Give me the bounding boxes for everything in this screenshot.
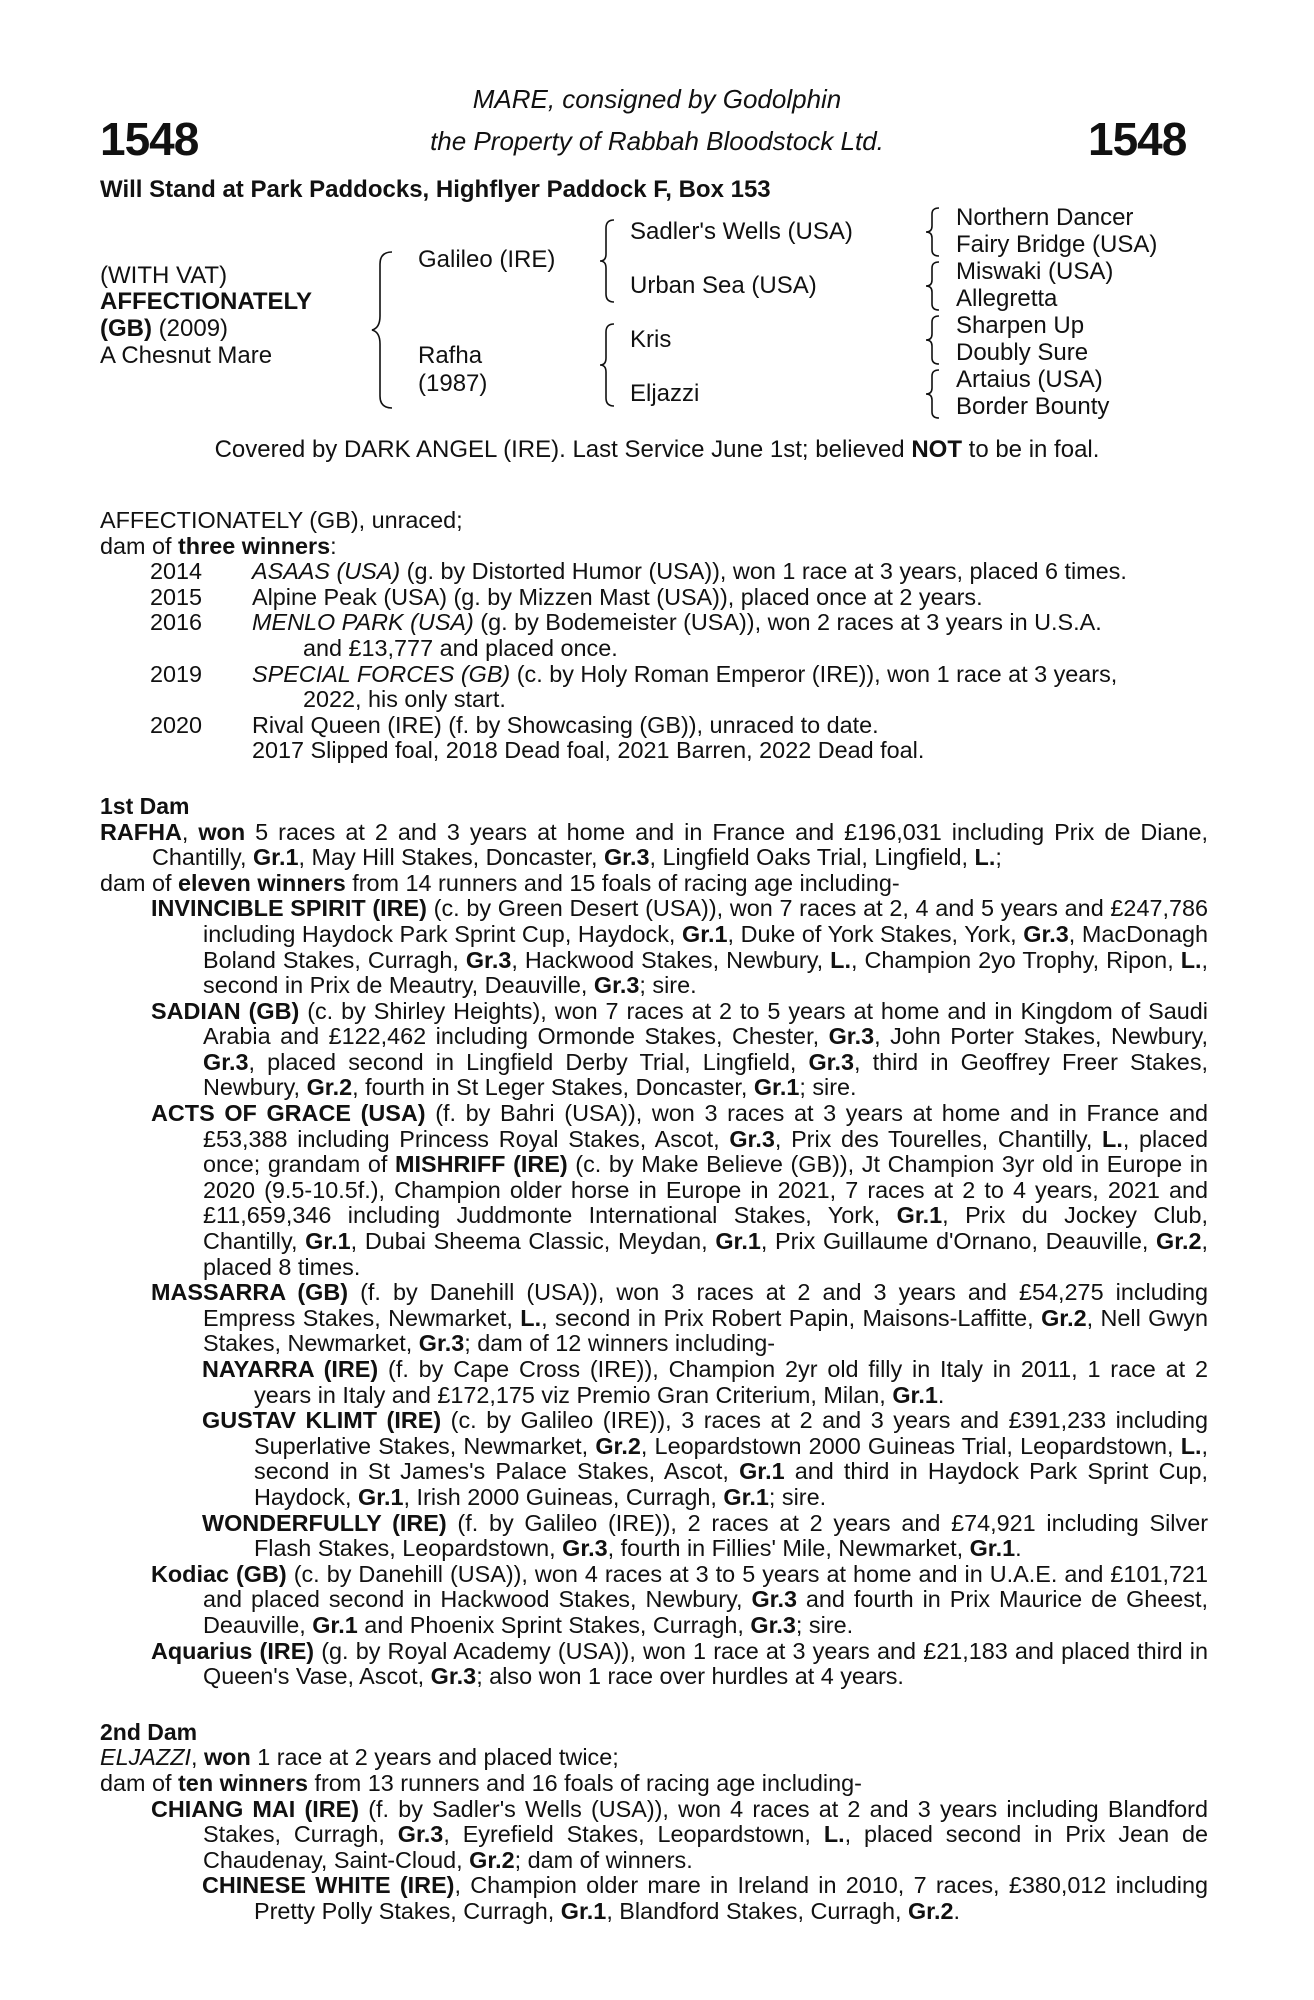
- second-dam-paragraph: ELJAZZI, won 1 race at 2 years and placed twice;: [100, 1744, 619, 1771]
- consign-line-1: MARE, consigned by Godolphin: [472, 84, 842, 114]
- lot-number-right: 1548: [1088, 113, 1187, 165]
- mare-dam-of: [100, 534, 1208, 560]
- dam-text: from 14 runners and 15 foals of racing age including-: [345, 869, 900, 896]
- dam-of-label: dam of: [100, 532, 179, 559]
- dam-text: , Lingfield Oaks Trial, Lingfield,: [649, 844, 975, 871]
- produce-text: (c. by Holy Roman Emperor (IRE)), won 1 race at 3 years,: [510, 660, 1118, 687]
- produce-row: [100, 610, 1208, 661]
- horse-suffix-line: [100, 315, 228, 343]
- lot-number-left: 1548: [100, 113, 199, 165]
- produce-entry: CHINESE WHITE (IRE), Champion older mare in Ireland in 2010, 7 races, £380,012 including Pretty Polly Stakes, Curragh, Gr.1, Blandford Stakes, Curragh, Gr.2.: [202, 1872, 1208, 1924]
- produce-year: 2019: [150, 660, 203, 687]
- sire-brace-icon: [598, 218, 618, 304]
- catalogue-body: [100, 508, 1208, 1924]
- first-dam-heading: 1st Dam: [100, 792, 190, 819]
- vat-note: (WITH VAT): [100, 262, 228, 289]
- covering-note: [0, 436, 1314, 464]
- produce-name: MENLO PARK (USA): [252, 609, 474, 636]
- brace-sd-icon: [925, 260, 947, 312]
- dam-of-label: dam of: [100, 1769, 179, 1796]
- won-label: won: [198, 818, 246, 845]
- mare-intro: AFFECTIONATELY (GB), unraced;: [100, 507, 463, 533]
- first-dam-name: RAFHA: [100, 818, 182, 845]
- grade: Gr.1: [252, 844, 299, 871]
- produce-entry: ACTS OF GRACE (USA) (f. by Bahri (USA)), won 3 races at 3 years at home and in France and £53,388 including Princess Royal Stakes, Ascot, Gr.3, Prix des Tourelles, Chantilly, L., placed once; grandam of MISHRIFF (IRE) (c. by Make Believe (GB)), Jt Champion 3yr old in Europe in 2020 (9.5-10.5f.), Champion older horse in Europe in 2021, 7 races at 2 to 4 years, 2021 and £11,659,346 including Juddmonte International Stakes, York, Gr.1, Prix du Jockey Club, Chantilly, Gr.1, Dubai Sheema Classic, Meydan, Gr.1, Prix Guillaume d'Ornano, Deauville, Gr.2, placed 8 times.: [151, 1100, 1209, 1280]
- produce-year: 2016: [150, 609, 203, 636]
- second-dam-produce: [100, 1771, 1208, 1797]
- produce-year: 2015: [150, 583, 203, 610]
- sire-sire-sire: Northern Dancer: [956, 204, 1134, 231]
- brace-ds-icon: [925, 314, 947, 366]
- second-dam-heading: 2nd Dam: [100, 1718, 198, 1745]
- horse-suffix: (GB): [100, 315, 152, 342]
- produce-note: 2017 Slipped foal, 2018 Dead foal, 2021 Barren, 2022 Dead foal.: [252, 737, 925, 764]
- produce-entry: CHIANG MAI (IRE) (f. by Sadler's Wells (USA)), won 4 races at 2 and 3 years including Blandford Stakes, Curragh, Gr.3, Eyrefield Stakes, Leopardstown, L., placed second in Prix Jean de Chaudenay, Saint-Cloud, Gr.2; dam of winners.: [151, 1795, 1209, 1873]
- main-brace-icon: [370, 250, 400, 410]
- sire-dam-sire: Miswaki (USA): [956, 258, 1114, 285]
- covered-text-end: to be in foal.: [961, 436, 1100, 463]
- produce-name: SPECIAL FORCES (GB): [252, 660, 511, 687]
- produce-cont: and £13,777 and placed once.: [303, 634, 618, 661]
- grade: Gr.3: [603, 844, 650, 871]
- produce-year: 2014: [150, 558, 203, 585]
- produce-entry: Kodiac (GB) (c. by Danehill (USA)), won 4 races at 3 to 5 years at home and in U.A.E. and £101,721 and placed second in Hackwood Stakes, Newbury, Gr.3 and fourth in Prix Maurice de Gheest, Deauville, Gr.1 and Phoenix Sprint Stakes, Curragh, Gr.3; sire.: [151, 1560, 1208, 1638]
- stand-location: Will Stand at Park Paddocks, Highflyer Paddock F, Box 153: [100, 176, 771, 203]
- winners-count: eleven winners: [178, 869, 346, 896]
- dam-text: from 13 runners and 16 foals of racing age including-: [308, 1769, 862, 1796]
- dam-sire-sire: Sharpen Up: [956, 312, 1085, 339]
- dam-brace-icon: [598, 322, 618, 408]
- brace-dd-icon: [925, 368, 947, 420]
- produce-row: [100, 713, 1208, 739]
- first-dam-paragraph: RAFHA, won 5 races at 2 and 3 years at home and in France and £196,031 including Prix de Diane, Chantilly, Gr.1, May Hill Stakes, Doncaster, Gr.3, Lingfield Oaks Trial, Lingfield, L.;: [100, 818, 1208, 871]
- produce-entry: NAYARRA (IRE) (f. by Cape Cross (IRE)), Champion 2yr old filly in Italy in 2011, 1 race at 2 years in Italy and £172,175 viz Premio Gran Criterium, Milan, Gr.1.: [202, 1356, 1208, 1408]
- covered-text: Covered by DARK ANGEL (IRE). Last Service June 1st; believed: [214, 436, 912, 463]
- produce-row: [100, 559, 1208, 585]
- dam-sire-dam: Doubly Sure: [956, 339, 1089, 366]
- first-dam-produce: [100, 871, 1208, 897]
- dam-of-label: dam of: [100, 869, 179, 896]
- produce-text: Alpine Peak (USA) (g. by Mizzen Mast (USA)), placed once at 2 years.: [252, 583, 983, 610]
- dam-text: 5 races at 2 and 3 years at home and in France and £196,031 including Prix de Diane, Chantilly,: [152, 818, 1208, 871]
- won-label: won: [203, 1744, 251, 1771]
- produce-entry: MASSARRA (GB) (f. by Danehill (USA)), won 3 races at 2 and 3 years and £54,275 including Empress Stakes, Newmarket, L., second in Prix Robert Papin, Maisons-Laffitte, Gr.2, Nell Gwyn Stakes, Newmarket, Gr.3; dam of 12 winners including-: [151, 1279, 1208, 1357]
- horse-description: A Chesnut Mare: [100, 342, 273, 369]
- winners-count: three winners: [178, 532, 331, 559]
- dam-text: ;: [995, 844, 1002, 871]
- produce-entry: WONDERFULLY (IRE) (f. by Galileo (IRE)), 2 races at 2 years and £74,921 including Silver Flash Stakes, Leopardstown, Gr.3, fourth in Fillies' Mile, Newmarket, Gr.1.: [202, 1509, 1208, 1562]
- sire-dam: Urban Sea (USA): [630, 272, 817, 299]
- brace-ss-icon: [925, 206, 947, 258]
- second-dam-name: ELJAZZI: [100, 1744, 191, 1771]
- consign-line-2: the Property of Rabbah Bloodstock Ltd.: [430, 126, 884, 156]
- winners-count: ten winners: [178, 1769, 308, 1796]
- produce-entry: GUSTAV KLIMT (IRE) (c. by Galileo (IRE)), 3 races at 2 and 3 years and £391,233 including Superlative Stakes, Newmarket, Gr.2, Leopardstown 2000 Guineas Trial, Leopardstown, L., second in St James's Palace Stakes, Ascot, Gr.1 and third in Haydock Park Sprint Cup, Haydock, Gr.1, Irish 2000 Guineas, Curragh, Gr.1; sire.: [202, 1407, 1209, 1510]
- produce-entry: Aquarius (IRE) (g. by Royal Academy (USA)), won 1 race at 3 years and £21,183 and placed third in Queen's Vase, Ascot, Gr.3; also won 1 race over hurdles at 4 years.: [151, 1637, 1209, 1690]
- dam-sire: Kris: [630, 326, 672, 353]
- produce-text: (g. by Bodemeister (USA)), won 2 races at 3 years in U.S.A.: [473, 609, 1102, 636]
- produce-year: 2020: [150, 711, 203, 738]
- produce-text: Rival Queen (IRE) (f. by Showcasing (GB)), unraced to date.: [252, 711, 879, 738]
- dam-year: (1987): [418, 370, 488, 397]
- covered-bold: NOT: [911, 436, 962, 463]
- grade: L.: [974, 844, 996, 871]
- colon: :: [330, 532, 337, 559]
- produce-name: ASAAS (USA): [252, 558, 401, 585]
- horse-year: (2009): [158, 315, 229, 342]
- sire: Galileo (IRE): [418, 246, 556, 273]
- horse-name: AFFECTIONATELY: [100, 288, 313, 315]
- produce-text: (g. by Distorted Humor (USA)), won 1 race at 3 years, placed 6 times.: [400, 558, 1127, 585]
- sire-sire-dam: Fairy Bridge (USA): [956, 231, 1158, 258]
- dam-dam-dam: Border Bounty: [956, 393, 1110, 420]
- dam-dam-sire: Artaius (USA): [956, 366, 1103, 393]
- dam-text: , May Hill Stakes, Doncaster,: [298, 844, 604, 871]
- produce-row: [100, 585, 1208, 611]
- sire-dam-dam: Allegretta: [956, 285, 1058, 312]
- produce-row: [100, 662, 1208, 713]
- produce-entry: SADIAN (GB) (c. by Shirley Heights), won 7 races at 2 to 5 years at home and in Kingdom of Saudi Arabia and £122,462 including Ormonde Stakes, Chester, Gr.3, John Porter Stakes, Newbury, Gr.3, placed second in Lingfield Derby Trial, Lingfield, Gr.3, third in Geoffrey Freer Stakes, Newbury, Gr.2, fourth in St Leger Stakes, Doncaster, Gr.1; sire.: [151, 997, 1209, 1101]
- dam-name: Rafha: [418, 342, 483, 369]
- produce-entry: INVINCIBLE SPIRIT (IRE) (c. by Green Desert (USA)), won 7 races at 2, 4 and 5 years and £247,786 including Haydock Park Sprint Cup, Haydock, Gr.1, Duke of York Stakes, York, Gr.3, MacDonagh Boland Stakes, Curragh, Gr.3, Hackwood Stakes, Newbury, L., Champion 2yo Trophy, Ripon, L., second in Prix de Meautry, Deauville, Gr.3; sire.: [151, 895, 1208, 999]
- dam-text: 1 race at 2 years and placed twice;: [250, 1744, 619, 1771]
- sire-sire: Sadler's Wells (USA): [630, 218, 853, 245]
- produce-cont: 2022, his only start.: [303, 686, 506, 713]
- dam-dam: Eljazzi: [630, 380, 700, 407]
